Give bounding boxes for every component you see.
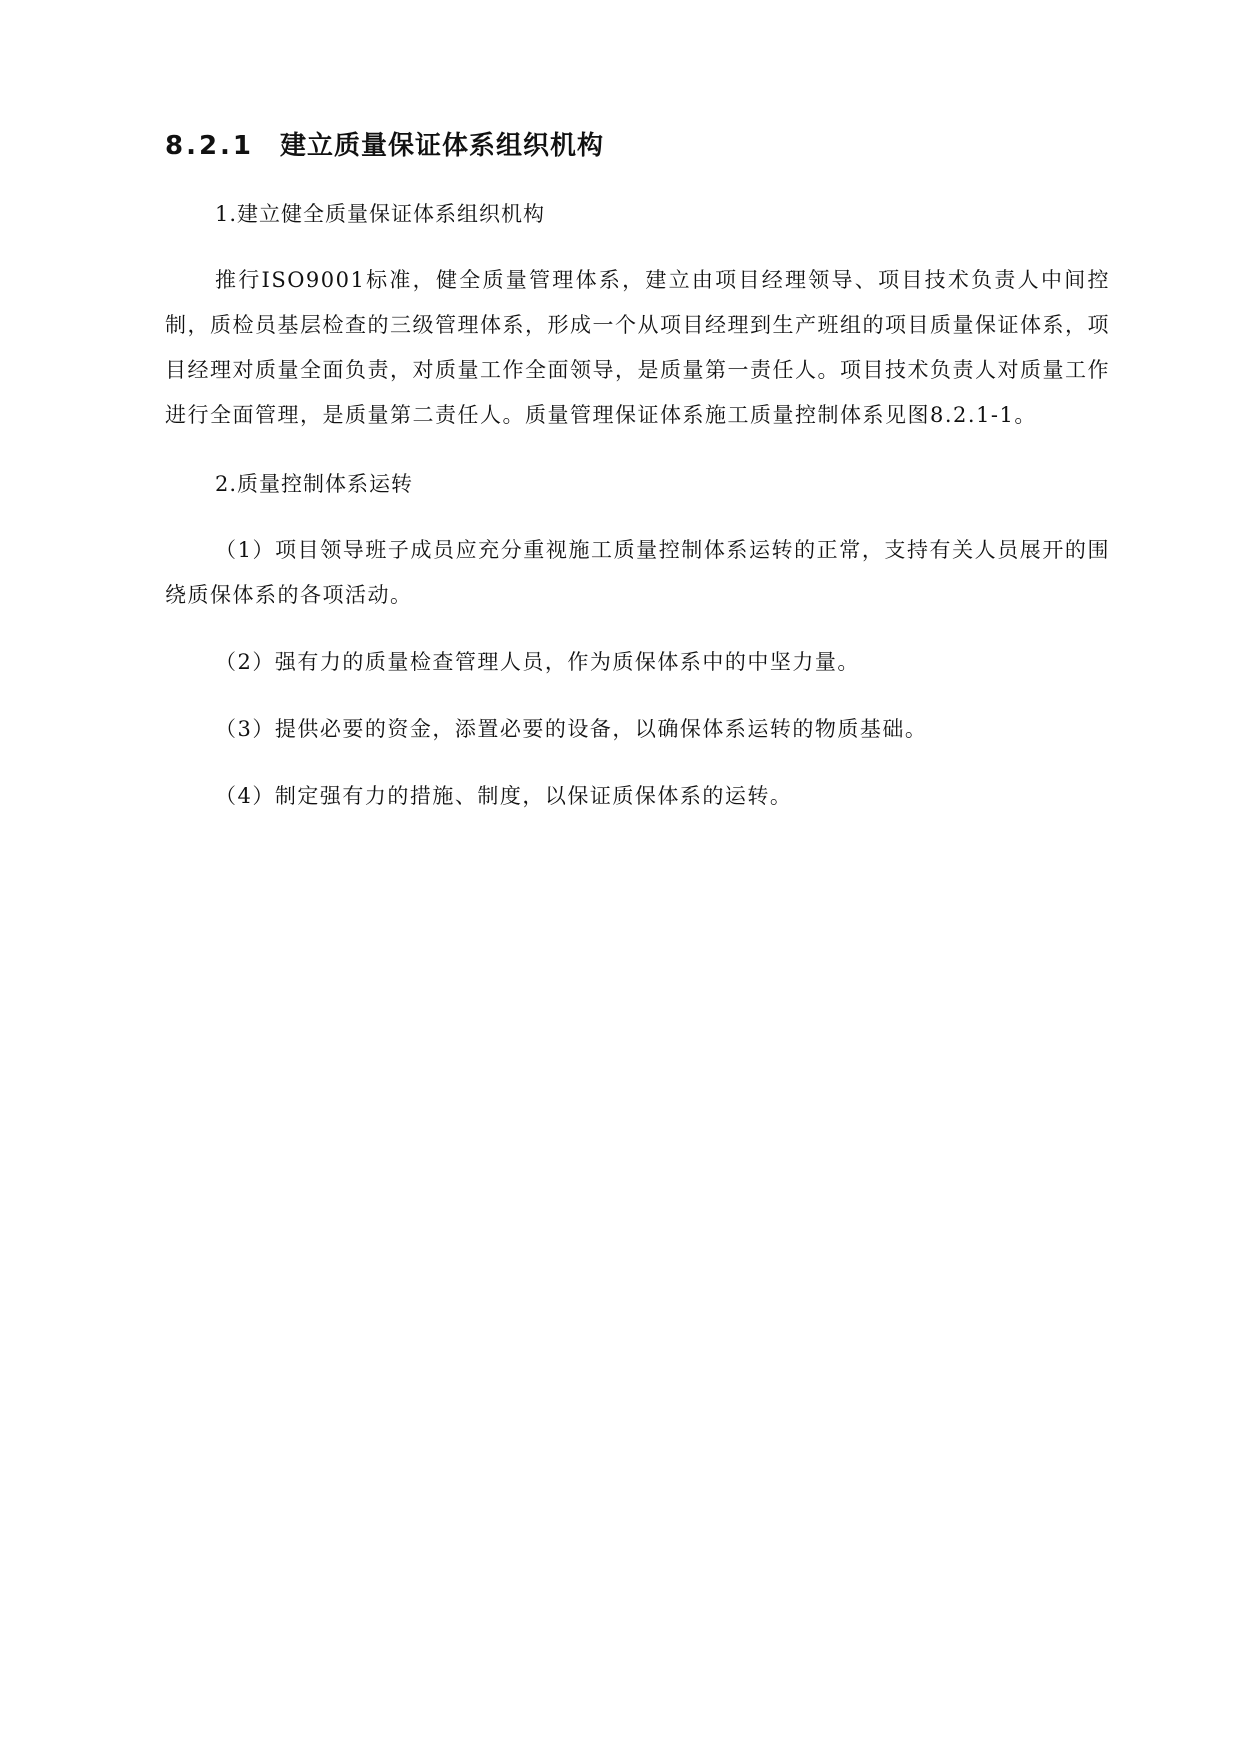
- list-item: （1）项目领导班子成员应充分重视施工质量控制体系运转的正常，支持有关人员展开的围绕质保体系的各项活动。: [165, 538, 1110, 607]
- section-heading: [165, 128, 1110, 164]
- section-number: 8.2.1: [165, 131, 255, 161]
- list-item: （3）提供必要的资金，添置必要的设备，以确保体系运转的物质基础。: [215, 717, 928, 741]
- section-title: 建立质量保证体系组织机构: [280, 131, 605, 161]
- list-item: （4）制定强有力的措施、制度，以保证质保体系的运转。: [215, 784, 793, 808]
- subsection-2-heading: 2.质量控制体系运转: [215, 472, 414, 496]
- list-item: （2）强有力的质量检查管理人员，作为质保体系中的中坚力量。: [215, 650, 860, 674]
- subsection-1-heading: 1.建立健全质量保证体系组织机构: [215, 202, 546, 226]
- subsection-1-paragraph: 推行ISO9001标准，健全质量管理体系，建立由项目经理领导、项目技术负责人中间控制，质检员基层检查的三级管理体系，形成一个从项目经理到生产班组的项目质量保证体系，项目经理对质量全面负责，对质量工作全面领导，是质量第一责任人。项目技术负责人对质量工作进行全面管理，是质量第二责任人。质量管理保证体系施工质量控制体系见图8.2.1-1。: [165, 268, 1110, 427]
- document-content: [165, 128, 1110, 841]
